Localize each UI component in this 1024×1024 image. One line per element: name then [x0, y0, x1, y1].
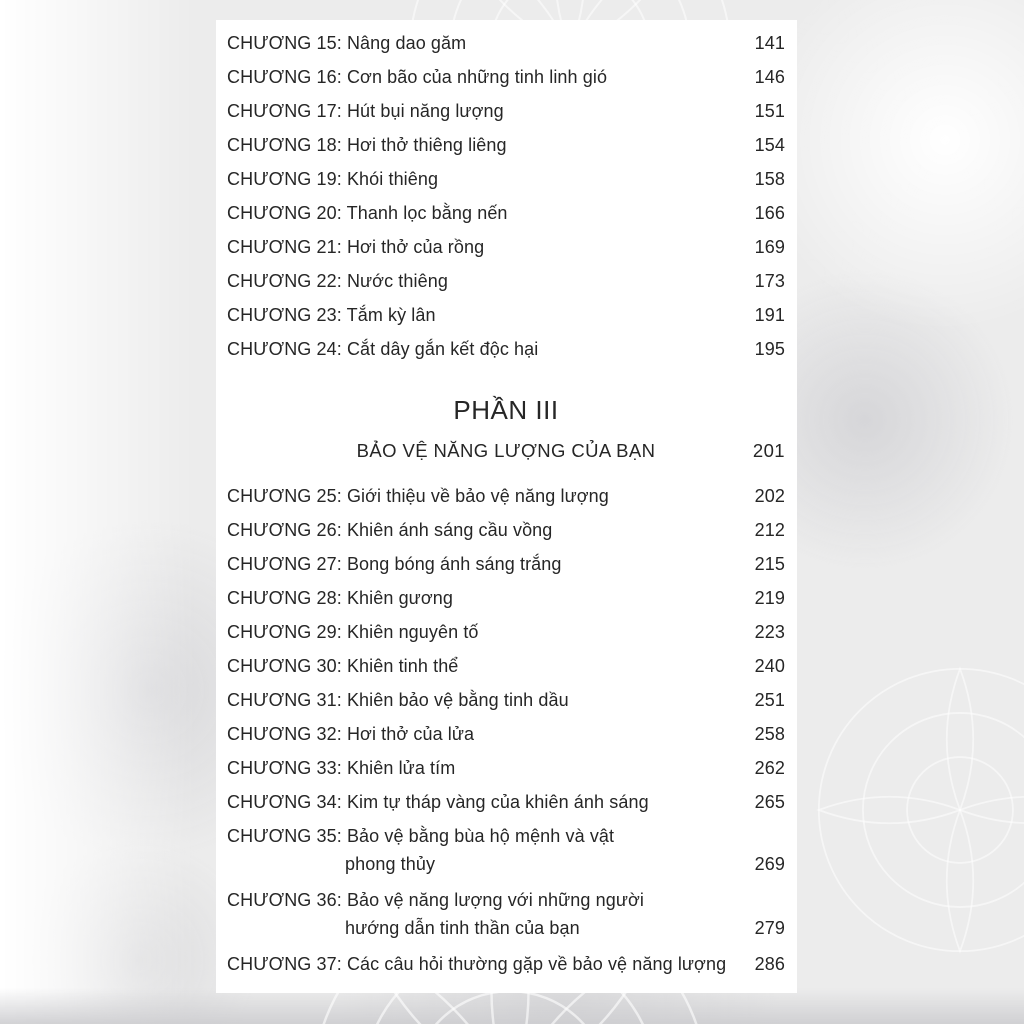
part-section-row [227, 434, 785, 468]
toc-entry [227, 482, 785, 510]
page-number: 262 [754, 758, 785, 778]
toc-entry [227, 652, 785, 680]
mandala-pattern-right-icon [810, 660, 1024, 960]
chapter-title: Tắm kỳ lân [346, 305, 436, 325]
toc-entry [227, 63, 785, 91]
toc-entry-text [227, 516, 755, 544]
chapter-label: CHƯƠNG 24: [227, 339, 342, 359]
toc-entry [227, 131, 785, 159]
toc-entry-text [227, 584, 755, 612]
toc-entry-text [227, 886, 755, 942]
chapter-title: Thanh lọc bằng nến [346, 203, 508, 223]
chapter-title: Bong bóng ánh sáng trắng [346, 554, 562, 574]
chapter-label: CHƯƠNG 30: [227, 656, 342, 676]
chapter-title: Hơi thở thiêng liêng [346, 135, 507, 155]
toc-entry [227, 516, 785, 544]
page-number: 173 [754, 271, 785, 291]
toc-entry-text [227, 97, 755, 125]
page-number: 212 [754, 520, 785, 540]
toc-entry [227, 335, 785, 363]
toc-entry [227, 950, 785, 978]
chapter-title: Hơi thở của rồng [346, 237, 485, 257]
page-number: 191 [754, 305, 785, 325]
chapter-title: Khiên tinh thể [346, 656, 459, 676]
toc-entry-text [227, 822, 755, 878]
chapter-title: Kim tự tháp vàng của khiên ánh sáng [346, 792, 649, 812]
chapter-title-continuation: phong thủy [345, 854, 436, 874]
chapter-title: Nâng dao găm [346, 33, 467, 53]
page-number: 166 [754, 203, 785, 223]
chapter-label: CHƯƠNG 18: [227, 135, 342, 155]
toc-entry [227, 584, 785, 612]
chapter-label: CHƯƠNG 31: [227, 690, 342, 710]
book-page [216, 20, 797, 993]
toc-entry [227, 686, 785, 714]
page-number: 158 [754, 169, 785, 189]
toc-entry [227, 822, 785, 878]
chapter-title-continuation: hướng dẫn tinh thần của bạn [345, 918, 580, 938]
toc-entry [227, 788, 785, 816]
chapter-label: CHƯƠNG 25: [227, 486, 342, 506]
toc-entry-text [227, 165, 755, 193]
toc-entry [227, 754, 785, 782]
chapter-label: CHƯƠNG 26: [227, 520, 342, 540]
toc-entry [227, 199, 785, 227]
chapter-title: Các câu hỏi thường gặp về bảo vệ năng lượng [346, 954, 727, 974]
toc-entry [227, 97, 785, 125]
chapter-label: CHƯƠNG 17: [227, 101, 342, 121]
chapter-title: Khiên gương [346, 588, 453, 608]
toc-list-part2 [227, 29, 785, 363]
page-number: 258 [754, 724, 785, 744]
toc-entry-text [227, 686, 755, 714]
chapter-title: Cơn bão của những tinh linh gió [346, 67, 608, 87]
toc-entry [227, 720, 785, 748]
toc-entry-text [227, 950, 755, 978]
page-number: 202 [754, 486, 785, 506]
toc-entry-text [227, 335, 755, 363]
toc-entry-text [227, 199, 755, 227]
toc-entry-text [227, 29, 755, 57]
page-number: 169 [754, 237, 785, 257]
chapter-title: Khiên nguyên tố [346, 622, 479, 642]
chapter-label: CHƯƠNG 16: [227, 67, 342, 87]
part-heading: PHẦN III [453, 395, 559, 425]
chapter-label: CHƯƠNG 34: [227, 792, 342, 812]
page-number: 201 [752, 440, 785, 461]
chapter-label: CHƯƠNG 15: [227, 33, 342, 53]
toc-entry-text [227, 131, 755, 159]
chapter-label: CHƯƠNG 19: [227, 169, 342, 189]
page-number: 269 [754, 854, 785, 874]
chapter-title: Nước thiêng [346, 271, 448, 291]
chapter-label: CHƯƠNG 23: [227, 305, 342, 325]
toc-entry [227, 267, 785, 295]
toc-entry-text [227, 267, 755, 295]
toc-entry [227, 550, 785, 578]
toc-entry-text [227, 618, 755, 646]
chapter-title: Khiên bảo vệ bằng tinh dầu [346, 690, 569, 710]
page-number: 195 [754, 339, 785, 359]
toc-entry-text [227, 301, 755, 329]
toc-list-part3 [227, 482, 785, 978]
chapter-label: CHƯƠNG 32: [227, 724, 342, 744]
page-number: 251 [754, 690, 785, 710]
page-number: 215 [754, 554, 785, 574]
chapter-title: Bảo vệ bằng bùa hộ mệnh và vật [346, 826, 615, 846]
chapter-label: CHƯƠNG 20: [227, 203, 342, 223]
chapter-title: Bảo vệ năng lượng với những người [346, 890, 644, 910]
page-number: 154 [754, 135, 785, 155]
chapter-label: CHƯƠNG 27: [227, 554, 342, 574]
chapter-label: CHƯƠNG 36: [227, 890, 342, 910]
page-number: 146 [754, 67, 785, 87]
part-section-title: BẢO VỆ NĂNG LƯỢNG CỦA BẠN [356, 440, 656, 461]
toc-entry-text [227, 550, 755, 578]
page-number: 286 [754, 954, 785, 974]
toc-entry [227, 301, 785, 329]
chapter-label: CHƯƠNG 37: [227, 954, 342, 974]
chapter-label: CHƯƠNG 29: [227, 622, 342, 642]
chapter-title: Khiên lửa tím [346, 758, 456, 778]
chapter-label: CHƯƠNG 22: [227, 271, 342, 291]
page-number: 279 [754, 918, 785, 938]
chapter-label: CHƯƠNG 21: [227, 237, 342, 257]
chapter-label: CHƯƠNG 33: [227, 758, 342, 778]
chapter-label: CHƯƠNG 35: [227, 826, 342, 846]
toc-entry-text [227, 754, 755, 782]
toc-entry-text [227, 788, 755, 816]
chapter-title: Khiên ánh sáng cầu vồng [346, 520, 553, 540]
toc-entry-text [227, 482, 755, 510]
chapter-title: Hơi thở của lửa [346, 724, 475, 744]
toc-entry-text [227, 233, 755, 261]
page-number: 151 [754, 101, 785, 121]
toc-entry [227, 29, 785, 57]
chapter-title: Khói thiêng [346, 169, 439, 189]
page-number: 141 [754, 33, 785, 53]
page-number: 265 [754, 792, 785, 812]
page-number: 219 [754, 588, 785, 608]
page-number: 223 [754, 622, 785, 642]
chapter-title: Cắt dây gắn kết độc hại [346, 339, 539, 359]
toc-entry [227, 233, 785, 261]
toc-entry-text [227, 63, 755, 91]
toc-entry-text [227, 652, 755, 680]
toc-entry [227, 165, 785, 193]
toc-entry [227, 886, 785, 942]
page-number: 240 [754, 656, 785, 676]
chapter-label: CHƯƠNG 28: [227, 588, 342, 608]
chapter-title: Giới thiệu về bảo vệ năng lượng [346, 486, 609, 506]
toc-entry-text [227, 720, 755, 748]
chapter-title: Hút bụi năng lượng [346, 101, 504, 121]
toc-entry [227, 618, 785, 646]
